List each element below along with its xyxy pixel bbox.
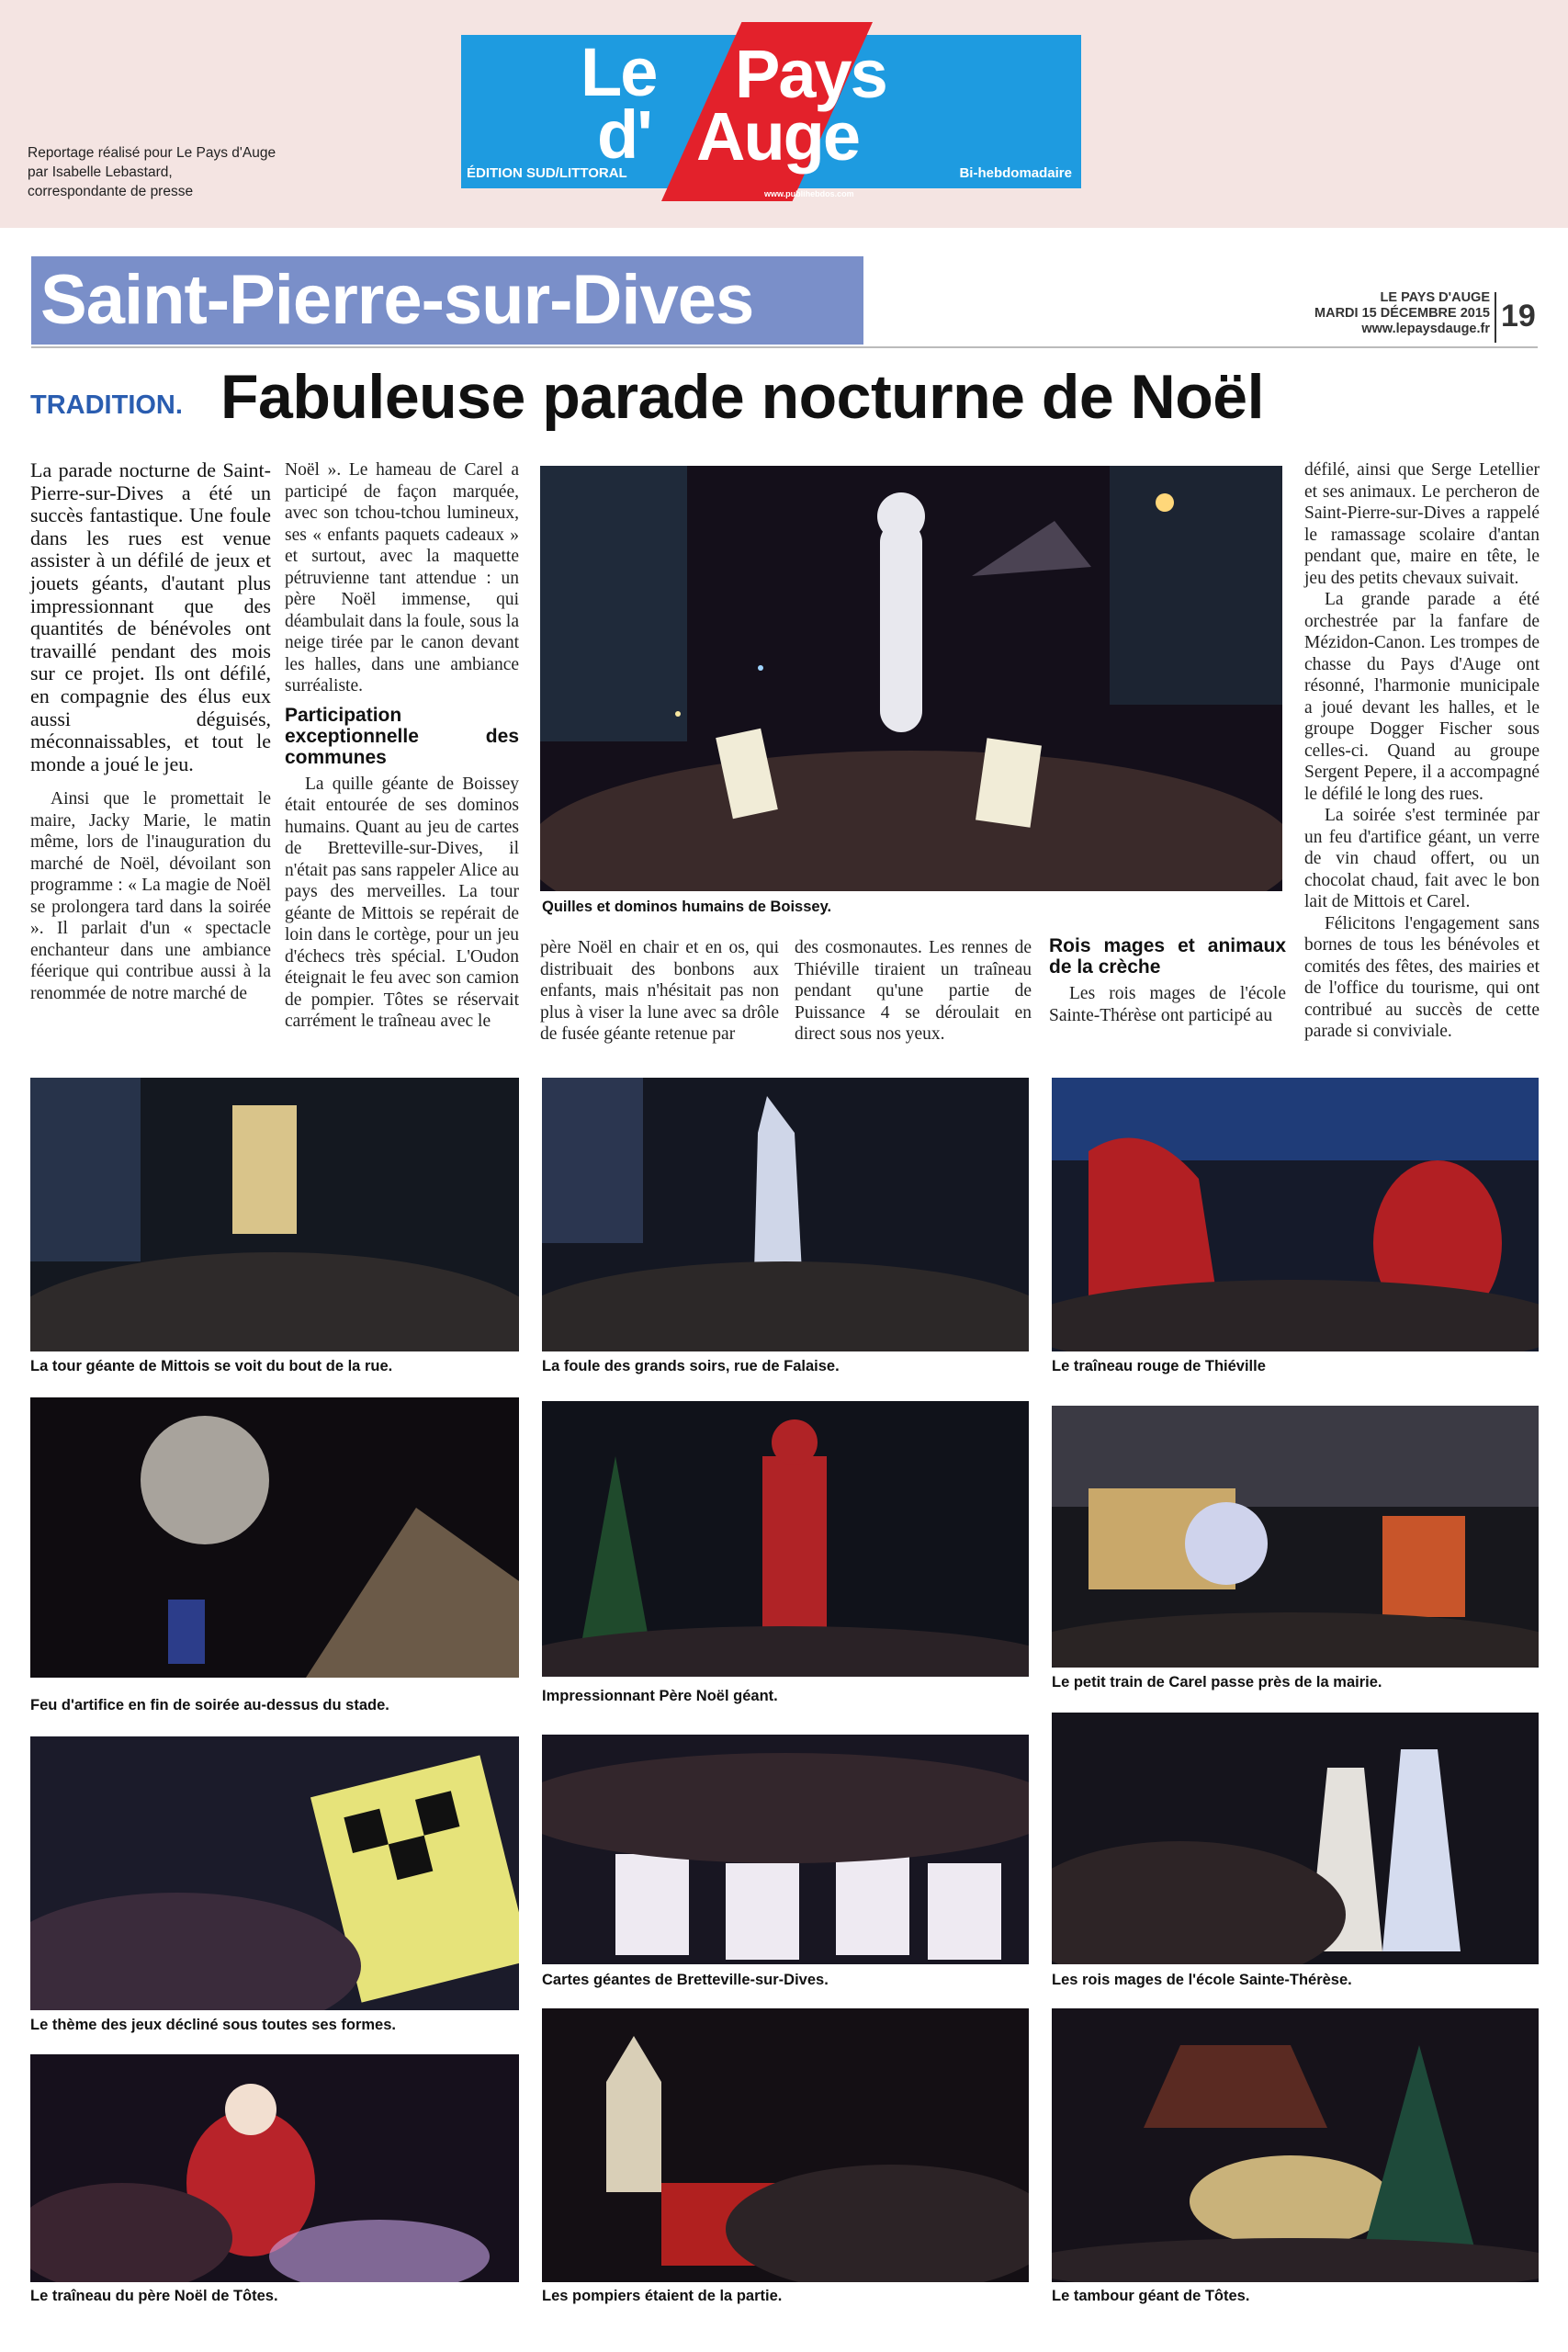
logo-url: www.publihebdos.com [764,189,854,198]
publication-website: www.lepaysdauge.fr [1361,322,1490,336]
article-paragraph: défilé, ainsi que Serge Letellier et ses animaux. Le percheron de Saint-Pierre-sur-Dives a rappelé le ramassage scolaire d'antan pendant que, maire en tête, le jeu des petits chevaux suivait. [1304,460,1540,588]
photo-caption: Quilles et dominos humains de Boissey. [542,899,832,915]
page-number: 19 [1501,299,1536,334]
logo-frequency: Bi-hebdomadaire [959,165,1072,181]
article-paragraph: des cosmonautes. Les rennes de Thiéville tiraient un traîneau pendant qu'une partie de Puissance 4 se déroulait en direct sous nos yeux. [795,938,1032,1044]
photo-caption: Le traîneau du père Noël de Tôtes. [30,2288,278,2304]
photo-caption: Impressionnant Père Noël géant. [542,1688,778,1704]
credit-line-1: Reportage réalisé pour Le Pays d'Auge [28,145,276,161]
article-lead: La parade nocturne de Saint-Pierre-sur-Dives a été un succès fantastique. Une foule dans les rues est venue assister à un défilé de jeux et jouets géants, d'autant plus impressionnant que des quantités de bénévoles ont travaillé pendant des mois sur ce projet. Ils ont défilé, en compagnie des élus eux aussi déguisés, méconnaissables, et tout le monde a joué le jeu. [30,458,271,775]
logo-word-auge: Auge [696,98,859,175]
article-paragraph: Les rois mages de l'école Sainte-Thérèse ont participé au [1049,984,1286,1025]
photo-traineau-totes [30,2054,519,2282]
article-subheading: Rois mages et animaux de la crèche [1049,935,1286,978]
header-rule [31,346,1538,348]
photo-cartes-bretteville [542,1735,1029,1964]
text-column-5 [1049,935,1286,1026]
text-column-4 [795,937,1032,1046]
photo-caption: La foule des grands soirs, rue de Falaise. [542,1358,840,1374]
article-paragraph: La soirée s'est terminée par un feu d'artifice géant, un verre de vin chaud offert, ou un chocolat chaud, fait avec le bon lait de Mittois et Carel. [1304,806,1540,911]
photo-foule-falaise [542,1078,1029,1351]
photo-caption: Cartes géantes de Bretteville-sur-Dives. [542,1972,829,1988]
photo-jeux [30,1736,519,2010]
article-paragraph: Ainsi que le promettait le maire, Jacky Marie, le matin même, lors de l'inauguration du marché de Noël, dévoilant son programme : « La magie de Noël se prolongera tard dans la soirée ». Il parlait d'un « spectacle enchanteur dans une ambiance féerique qui contribue aussi à la renommée de notre marché de [30,789,271,1003]
header-divider [1495,292,1496,343]
section-title: Saint-Pierre-sur-Dives [31,256,863,345]
publication-date: MARDI 15 DÉCEMBRE 2015 [1314,306,1490,321]
article-paragraph: La grande parade a été orchestrée par la fanfare de Mézidon-Canon. Les trompes de chasse du Pays d'Auge ont résonné, l'harmonie municipale a joué devant les halles, et le groupe Dogger Fischer sous celles-ci. Quand au groupe Sergent Pepere, il a accompagné le défilé le long des rues. [1304,590,1540,804]
reporter-credit [28,143,331,201]
photo-tambour-geant [1052,2008,1539,2282]
article-paragraph: La quille géante de Boissey était entourée de ses dominos humains. Quant au jeu de cartes de Bretteville-sur-Dives, il n'était pas sans rappeler Alice au pays des merveilles. La tour géante de Mittois se repérait de loin dans le cortège, pour un jeu d'échecs très spécial. L'Oudon éteignait le feu avec son camion de pompier. Tôtes se réservait carrément le traîneau avec le [285,774,519,1031]
photo-caption: Les rois mages de l'école Sainte-Thérèse. [1052,1972,1352,1988]
photo-caption: La tour géante de Mittois se voit du bout de la rue. [30,1358,393,1374]
photo-petit-train [1052,1406,1539,1668]
photo-caption: Feu d'artifice en fin de soirée au-dessus du stade. [30,1697,389,1713]
article-paragraph: Noël ». Le hameau de Carel a participé de façon marquée, avec son tchou-tchou lumineux, ses « enfants paquets cadeaux » et surtout, avec la maquette pétruvienne tant attendue : un père Noël immense, qui déambulait dans la foule, sous la neige tirée par le canon devant les halles, dans une ambiance surréaliste. [285,460,519,695]
text-column-2 [285,459,519,1033]
publication-info [1295,290,1490,337]
text-column-1 [30,459,271,1004]
photo-caption: Les pompiers étaient de la partie. [542,2288,783,2304]
article-paragraph: Félicitons l'engagement sans bornes de tous les bénévoles et comités des fêtes, des mairies et de l'office du tourisme, qui ont contribué au succès de cette parade si conviviale. [1304,913,1540,1041]
text-column-6 [1304,459,1540,1043]
photo-pompiers [542,2008,1029,2282]
logo-word-d: d' [597,96,651,173]
logo-word-le: Le [581,34,657,110]
article-paragraph: père Noël en chair et en os, qui distribuait des bonbons aux enfants, mais n'hésitait pas non plus à viser la lune avec sa drôle de fusée géante retenue par [540,938,779,1044]
publication-name: LE PAYS D'AUGE [1380,290,1490,305]
photo-caption: Le thème des jeux décliné sous toutes ses formes. [30,2017,396,2033]
photo-traineau-thieville [1052,1078,1539,1351]
photo-tour-mittois [30,1078,519,1351]
photo-caption: Le petit train de Carel passe près de la mairie. [1052,1674,1382,1690]
logo-word-pays: Pays [735,36,886,112]
newspaper-logo [461,22,1081,201]
photo-caption: Le traîneau rouge de Thiéville [1052,1358,1266,1374]
credit-line-3: correspondante de presse [28,184,194,199]
photo-feu-artifice [30,1397,519,1678]
article-headline: Fabuleuse parade nocturne de Noël [220,362,1264,432]
text-column-3 [540,937,779,1046]
main-photo [540,466,1282,891]
article-subheading: Participation exceptionnelle des communes [285,704,519,768]
photo-caption: Le tambour géant de Tôtes. [1052,2288,1250,2304]
article-kicker: TRADITION. [30,390,183,420]
photo-pere-noel-geant [542,1401,1029,1677]
logo-edition: ÉDITION SUD/LITTORAL [467,165,627,181]
credit-line-2: par Isabelle Lebastard, [28,164,173,180]
photo-rois-mages [1052,1713,1539,1964]
